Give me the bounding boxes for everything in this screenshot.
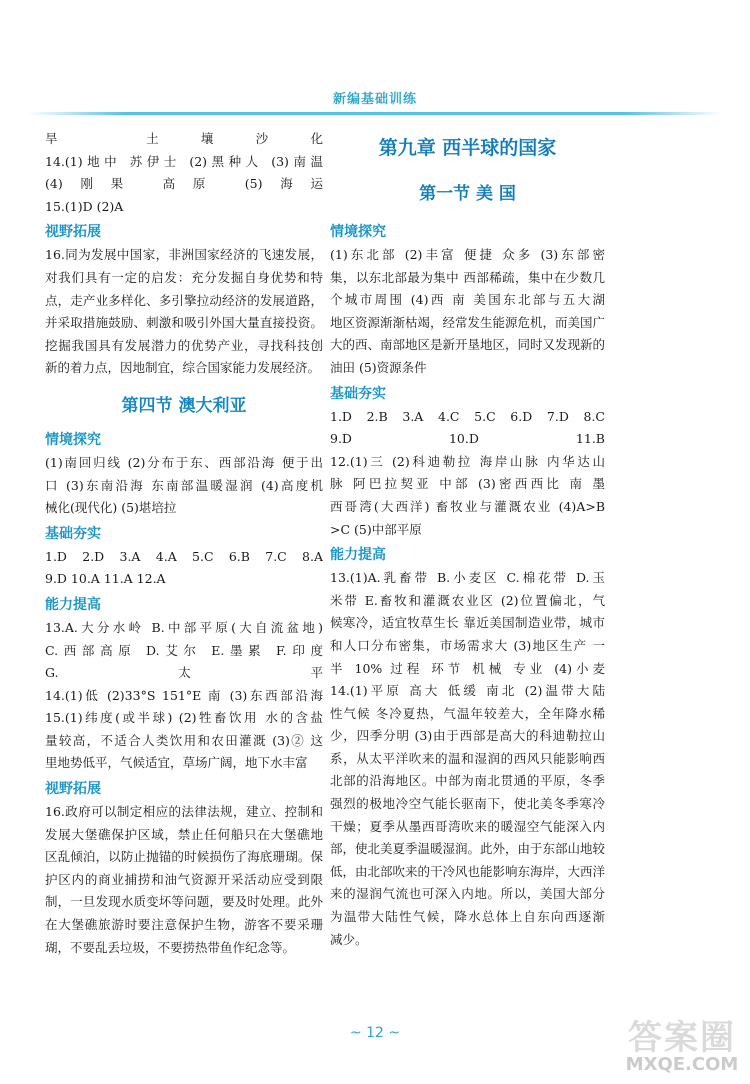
section-heading-vision-expand-2: 视野拓展 [45,781,101,798]
text-line: 和人口分布密集，市场需求大 (3)地区生产 一 [330,637,605,653]
text-line: 并采取措施鼓励、刺激和吸引外国大量直接投资。 [45,315,323,331]
watermark-url: MXQE.COM [625,1054,739,1075]
text-line: 1.D 2.D 3.A 4.A 5.C 6.B 7.C 8.A [45,548,323,564]
scenario-answers-usa [330,244,605,380]
section-heading-basics: 基础夯实 [45,525,101,542]
text-line: 在大堡礁旅游时要注意保护生物，游客不要采珊 [45,917,323,933]
text-line: (1)南回归线 (2)分布于东、西部沿海 便于出 [45,454,323,470]
basics-answers [45,546,323,591]
text-line: 1.D 2.B 3.A 4.C 5.C 6.D 7.D 8.C [330,408,605,424]
answers-q13-q15-block [45,128,323,218]
header-rule [28,112,722,115]
text-line: 15.(1)D (2)A [45,198,124,214]
text-line: 16.同为发展中国家，非洲国家经济的飞速发展， [45,247,323,263]
text-line: 大的西、南部地区是新开垦地区，同时又发现新的 [330,337,605,353]
text-line: 里地势低平，气候适宜，草场广阔，地下水丰富 [45,755,308,771]
text-line: 半 10% 过程 环节 机械 专业 (4)小麦 [330,660,605,676]
text-line: G.太平 [45,665,323,681]
page-header [28,88,722,112]
section-heading-basics-usa: 基础夯实 [330,385,386,402]
text-line: C.西部高原 D.艾尔 E.墨累 F.印度 [45,642,323,658]
text-line: 制，一旦发现水质变坏等问题，要及时处理。此外 [45,894,323,910]
section-heading-vision-expand: 视野拓展 [45,224,101,241]
text-line: 挖掘我国具有发展潜力的优势产业，寻找科技创 [45,337,323,353]
section-heading-scenario-usa: 情境探究 [330,224,386,240]
section-title-australia: 第四节 澳大利亚 [121,395,247,416]
text-line: 油田 (5)资源条件 [330,359,427,375]
watermark-text: 答案圈 [628,1018,736,1058]
left-column [45,128,323,959]
text-line: 强烈的极地冷空气能长驱南下，使北美冬季寒冷 [330,796,605,812]
text-line: 个城市周围 (4)西 南 美国东北部与五大湖 [330,292,605,308]
text-line: 14.(1)平原 高大 低缓 南北 (2)温带大陆 [330,683,605,699]
text-line: 发展大堡礁保护区域，禁止任何船只在大堡礁地 [45,826,323,842]
watermark-logo [618,1000,746,1080]
text-line: 新的着力点，因地制宜，综合国家能力发展经济。 [45,360,321,376]
text-line: 减少。 [330,931,368,947]
text-line: 集，以东北部最为集中 西部稀疏，集中在少数几 [330,269,605,285]
text-line: 区乱倾泊，以防止抛锚的时候损伤了海底珊瑚。保 [45,849,323,865]
text-line: 9.D 10.A 11.A 12.A [45,571,166,587]
text-line: 地区资源渐渐枯竭，经常发生能源危机，而美国广 [330,314,605,330]
text-line: (1)东北部 (2)丰富 便捷 众多 (3)东部密 [330,247,605,262]
text-line: 脉 阿巴拉契亚 中部 (3)密西西比 南 墨 [330,476,605,492]
header-title: 新编基础训练 [332,92,417,107]
text-line: 护区内的商业捕捞和油气资源开采活动应受到限 [45,871,323,887]
text-line: 部，使北美夏季温暖湿润。此外，由于东部山地较 [330,841,605,857]
text-line: 旱 土壤沙化 [45,131,323,146]
text-line: 16.政府可以制定相应的法律法规，建立、控制和 [45,804,323,820]
basics-answers-usa [330,406,605,542]
text-line: 北部的沿海地区。中部为南北贯通的平原，冬季 [330,773,605,789]
scenario-answers [45,452,323,520]
section-title-usa: 第一节 美 国 [419,184,516,204]
section-heading-scenario: 情境探究 [45,431,101,448]
text-line: >C (5)中部平原 [330,521,422,537]
text-line: 性气候 冬冷夏热，气温年较差大，全年降水稀 [330,705,605,721]
text-line: 口 (3)东南沿海 东南部温暖湿润 (4)高度机 [45,477,323,493]
ability-answers [45,617,323,775]
text-line: 系，从太平洋吹来的温和湿润的西风只能影响西 [330,750,605,766]
text-line: 米带 E.畜牧和灌溉农业区 (2)位置偏北，气 [330,592,605,608]
text-line: 为温带大陆性气候，降水总体上自东向西逐渐 [330,909,605,925]
text-line: 点，走产业多样化、多引擎拉动经济的发展道路， [45,292,323,308]
text-line: 对我们具有一定的启发：充分发掘自身优势和特 [45,269,323,285]
answer-q16-block [45,244,323,380]
text-line: 来的湿润气流也可深入内地。所以，美国大部分 [330,886,605,902]
section-heading-ability: 能力提高 [45,596,101,613]
right-column [330,128,605,951]
text-line: 14.(1)低 (2)33°S 151°E 南 (3)东西部沿海 [45,687,323,703]
text-line: (4)刚果 高原 (5)海运 [45,176,323,192]
text-line: 干燥；夏季从墨西哥湾吹来的暖湿空气能深入内 [330,818,605,834]
text-line: 13.A.大分水岭 B.中部平原(大自流盆地) [45,619,323,635]
text-line: 量较高，不适合人类饮用和农田灌溉 (3)② 这 [45,732,323,748]
text-line: 13.(1)A.乳畜带 B.小麦区 C.棉花带 D.玉 [330,570,605,586]
text-line: 12.(1)三 (2)科迪勒拉 海岸山脉 内华达山 [330,453,605,469]
text-line: 低，由北部吹来的干冷风也能影响东海岸，大西洋 [330,863,605,879]
chapter-title: 第九章 西半球的国家 [378,137,557,159]
section-heading-ability-usa: 能力提高 [330,547,386,564]
text-line: 瑚，不要乱丢垃圾，不要捞热带鱼作纪念等。 [45,939,296,955]
answer-q16-australia-block [45,801,323,959]
text-line: 15.(1)纬度(或半球) (2)牲畜饮用 水的含盐 [45,710,323,726]
text-line: 9.D 10.D 11.B [330,431,605,447]
text-line: 候寒冷，适宜牧草生长 靠近美国制造业带，城市 [330,615,605,631]
text-line: 少，四季分明 (3)由于西部是高大的科迪勒拉山 [330,728,605,744]
ability-answers-usa [330,567,605,951]
text-line: 械化(现代化) (5)堪培拉 [45,500,177,516]
text-line: 14.(1)地中 苏伊士 (2)黑种人 (3)南温 [45,153,323,169]
text-line: 西哥湾(大西洋) 畜牧业与灌溉农业 (4)A>B [330,498,605,514]
page-number: ~ 12 ~ [349,1025,401,1041]
